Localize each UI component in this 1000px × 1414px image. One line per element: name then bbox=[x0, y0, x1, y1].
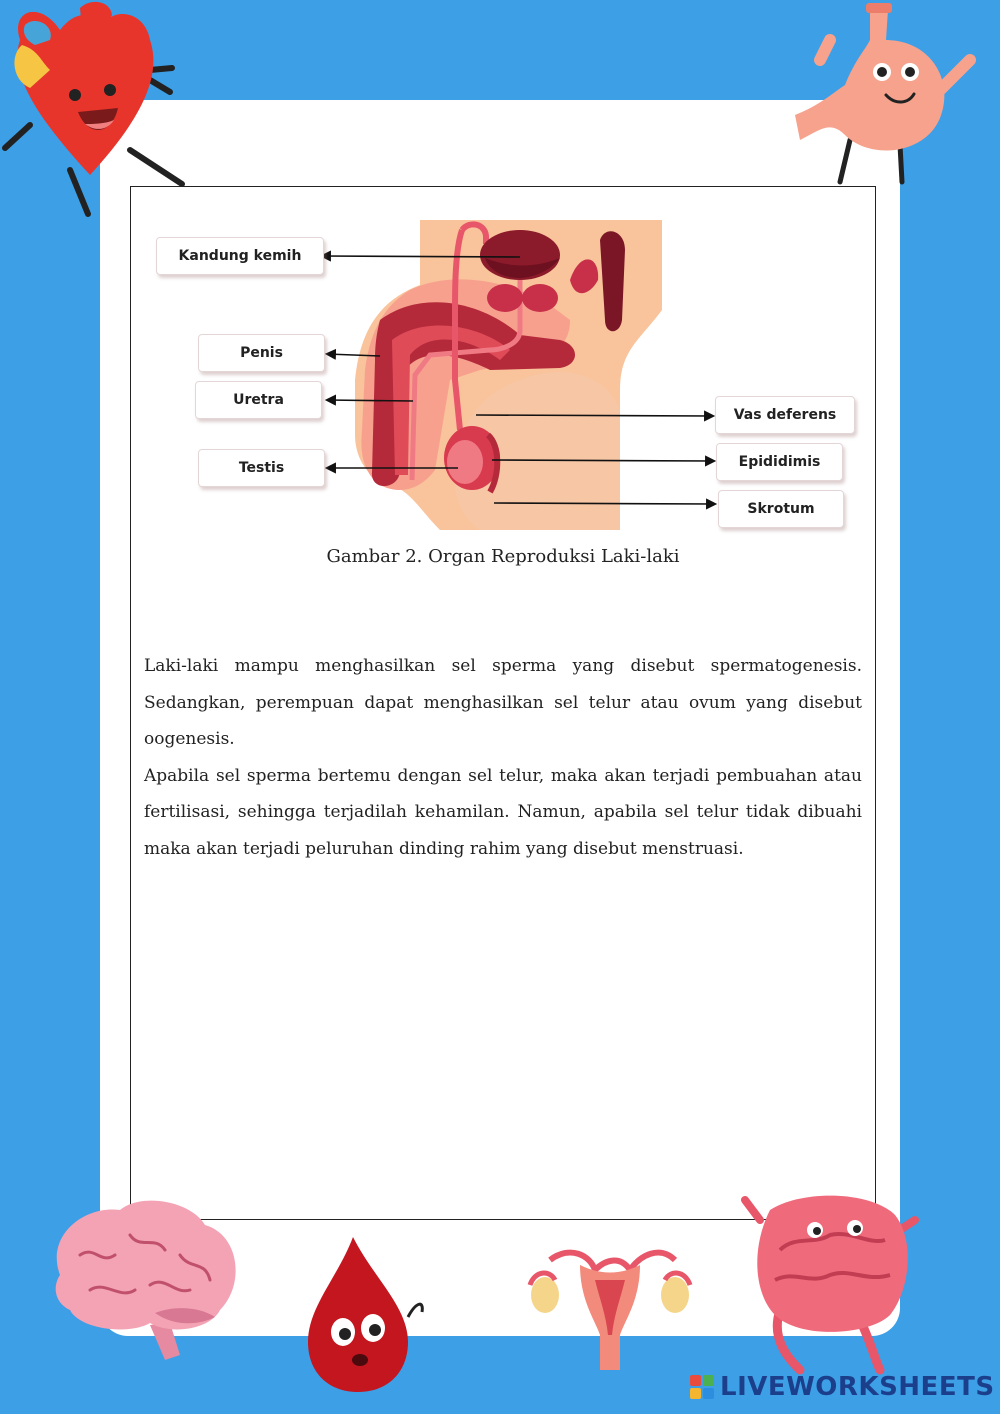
liveworksheets-watermark bbox=[690, 1372, 995, 1402]
uterus-icon bbox=[520, 1240, 700, 1380]
label-testis: Testis bbox=[198, 449, 325, 487]
stomach-mascot-icon bbox=[790, 0, 990, 190]
intestine-mascot-icon bbox=[740, 1190, 920, 1375]
blood-drop-mascot-icon bbox=[298, 1232, 428, 1397]
label-skrotum: Skrotum bbox=[718, 490, 844, 528]
label-penis: Penis bbox=[198, 334, 325, 372]
label-kandung-kemih: Kandung kemih bbox=[156, 237, 324, 275]
brain-mascot-icon bbox=[40, 1195, 245, 1370]
label-vas-deferens: Vas deferens bbox=[715, 396, 855, 434]
watermark-text: LIVEWORKSHEETS bbox=[720, 1372, 995, 1402]
paragraph-2: Apabila sel sperma bertemu dengan sel telur, maka akan terjadi pembuahan atau fertilisasi, sehingga terjadilah kehamilan. Namun, apabila sel telur tidak dibuahi maka akan terjadi peluruhan dinding rahim yang disebut menstruasi. bbox=[144, 765, 862, 859]
label-epididimis: Epididimis bbox=[716, 443, 843, 481]
label-uretra: Uretra bbox=[195, 381, 322, 419]
figure-caption: Gambar 2. Organ Reproduksi Laki-laki bbox=[326, 546, 680, 567]
liveworksheets-logo-icon bbox=[690, 1375, 714, 1399]
paragraph-1: Laki-laki mampu menghasilkan sel sperma yang disebut spermatogenesis. Sedangkan, perempuan dapat menghasilkan sel telur atau ovum yang disebut oogenesis. bbox=[144, 656, 862, 749]
body-text bbox=[144, 648, 862, 867]
